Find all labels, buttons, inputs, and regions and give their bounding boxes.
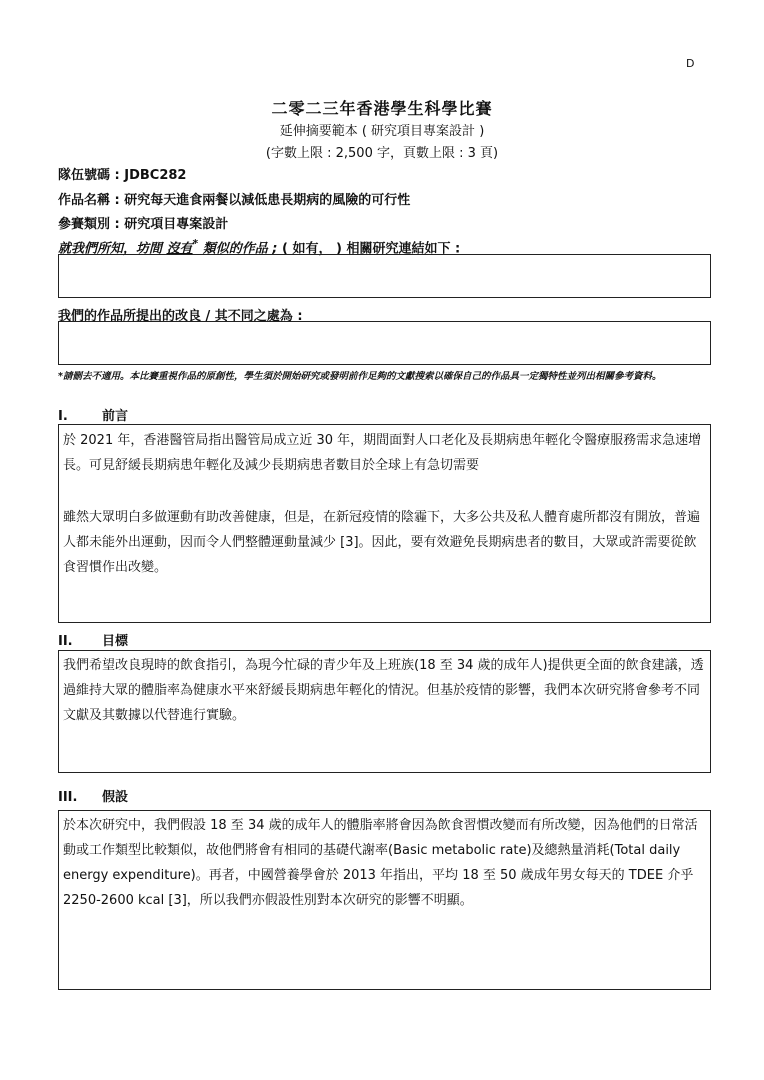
improvement-box[interactable] [58,321,711,365]
similar-star: * [192,237,199,250]
section-title: 目標 [102,634,129,649]
section-number: III. [58,790,78,805]
paragraph: 雖然大眾明白多做運動有助改善健康，但是，在新冠疫情的陰霾下，大多公共及私人體育處所都沒有開放，普遍人都未能外出運動，因而令人們整體運動量減少 [3]。因此，要有效避免長期病患者的數目，大眾或許需要從飲食習慣作出改變。 [63,510,701,575]
similar-suffix: ( 如有， ) 相關研究連結如下 : [282,241,461,257]
section-heading-introduction [58,405,128,424]
page-subtitle: 延伸摘要範本 ( 研究項目專案設計 ) [279,124,485,139]
section-title: 前言 [102,409,129,424]
related-links-box[interactable] [58,254,711,298]
entry-category: 參賽類別 : 研究項目專案設計 [58,217,229,232]
section-heading-objective [58,630,128,649]
introduction-box [58,424,711,623]
similar-prefix: 就我們所知，坊間 [58,241,167,257]
paragraph: 於 2021 年，香港醫管局指出醫管局成立近 30 年，期間面對人口老化及長期病患年輕化令醫療服務需求急速增長。可見舒緩長期病患年輕化及減少長期病患者數目於全球上有急切需要 [63,433,702,473]
section-heading-hypothesis [58,786,128,805]
section-number: I. [58,409,68,424]
originality-note: *請刪去不適用。本比賽重視作品的原創性，學生須於開始研究或發明前作足夠的文獻搜索以確保自己的作品具一定獨特性並列出相關參考資料。 [58,371,662,382]
paragraph: 我們希望改良現時的飲食指引，為現今忙碌的青少年及上班族(18 至 34 歲的成年人)提供更全面的飲食建議，透過維持大眾的體脂率為健康水平來舒緩長期病患年輕化的情況。但基於疫情的影響，我們本次研究將會參考不同文獻及其數據以代替進行實驗。 [63,658,704,723]
section-title: 假設 [102,790,129,805]
improvement-label: 我們的作品所提出的改良 / 其不同之處為 : [58,309,303,324]
team-number: 隊伍號碼 : JDBC282 [58,168,187,183]
objective-box [58,650,711,773]
paragraph: 於本次研究中，我們假設 18 至 34 歲的成年人的體脂率將會因為飲食習慣改變而有所改變，因為他們的日常活動或工作類型比較類似，故他們將會有相同的基礎代謝率(Basic metabolic rate)及總熱量消耗(Total daily energy expenditure)。再者，中國營養學會於 2013 年指出，平均 18 至 50 歲成年男女每天的 TDEE 介乎 2250-2600 kcal [3]，所以我們亦假設性別對本次研究的影響不明顯。 [63,818,698,908]
section-number: II. [58,634,73,649]
work-name: 作品名稱 : 研究每天進食兩餐以減低患長期病的風險的可行性 [58,193,411,208]
page-mark: D [686,57,695,70]
hypothesis-box [58,810,711,990]
similar-none: 沒有 [166,241,193,257]
similar-mid: 類似的作品 ; [198,241,282,257]
page-title: 二零二三年香港學生科學比賽 [271,99,493,118]
word-limit-note: (字數上限 : 2,500 字，頁數上限 : 3 頁) [265,146,499,161]
